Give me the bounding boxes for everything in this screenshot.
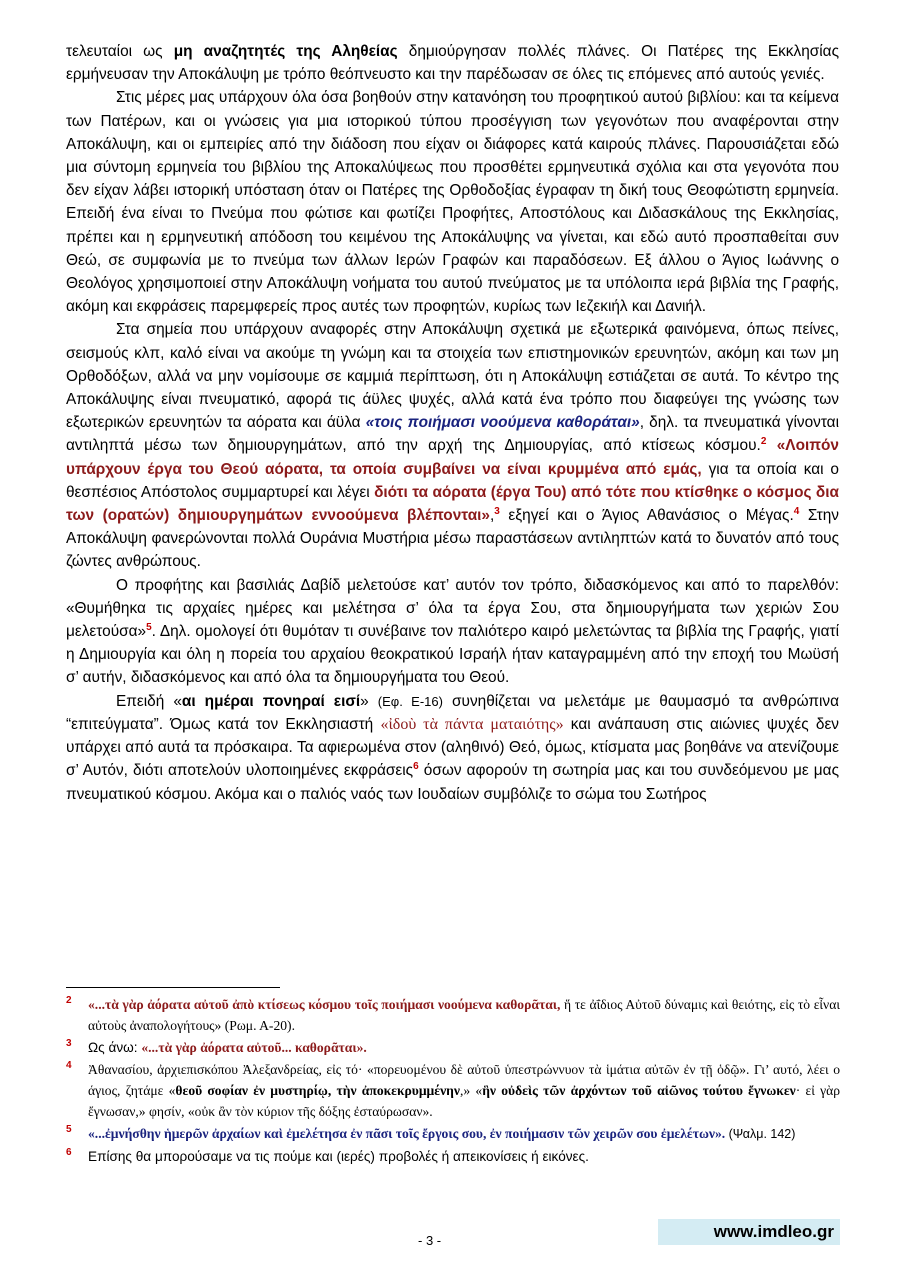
text: όσων αφορούν τη σωτηρία μας και του συνδεόμενου με μας πνευματικού κόσμου. Ακόμα και ο παλιός ναός των Ιουδαίων συμβόλιζε το σώμα του Σωτήρος (66, 762, 839, 803)
text: και ανάπαυση στις αιώνιες ψυχές δεν υπάρχει από αυτά τα πρόσκαιρα. Τα αφιερωμένα στον (αληθινό) Θεό, όμως, κτίσματα μας βοηθάνε να ατενίζουμε σ’ Αυτόν, διότι αποτελούν υλοποιημένες εκφράσεις (66, 715, 840, 780)
footnote-ref[interactable]: 2 (760, 436, 767, 448)
footnote-3 (62, 1037, 840, 1058)
footnote-ref[interactable]: 4 (793, 505, 800, 517)
paragraph-4 (66, 574, 839, 690)
text: συνηθίζεται να μελετάμε με θαυμασμό τα ανθρώπινα “επιτεύγματα”. Όμως κατά τον Εκκλησιαστή (66, 692, 839, 733)
quote-red: «...τὰ γὰρ ἀόρατα αὐτοῦ ἀπὸ κτίσεως κόσμου τοῖς ποιήμασι νοούμενα καθορᾶται, (88, 997, 561, 1012)
footnote-number: 6 (66, 1147, 72, 1158)
quote-blue: «τοις ποιήμασι νοούμενα καθοράται» (365, 414, 640, 432)
footnote-5 (62, 1123, 840, 1145)
footnote-ref[interactable]: 3 (494, 505, 500, 517)
bold-text: μη αναζητητές της Αληθείας (173, 43, 398, 60)
footnote-4 (62, 1059, 840, 1122)
quote-red: διότι τα αόρατα (έργα Του) από τότε που κτίσθηκε ο κόσμος δια των (ορατών) δημιουργημάτων εννοούμενα βλέπονται» (66, 483, 840, 525)
website-link[interactable]: www.imdleo.gr (658, 1219, 840, 1245)
text: · εἰ γὰρ ἔγνωσαν,» φησίν, «οὐκ ἂν τὸν κύριον τῆς δόξης ἐσταύρωσαν». (88, 1083, 841, 1119)
paragraph-3 (66, 318, 839, 573)
paragraph-1 (66, 40, 839, 86)
text: Ως άνω: (88, 1040, 142, 1055)
footnote-number: 2 (66, 995, 72, 1006)
text: ἥ τε ἀΐδιος Αὐτοῦ δύναμις καὶ θειότης, εἰς τὸ εἶναι αὐτοὺς ἀναπολογήτους» (Ρωμ. Α-20). (88, 997, 840, 1033)
text: δημιούργησαν πολλές πλάνες. Οι Πατέρες της Εκκλησίας ερμήνευσαν την Αποκάλυψη με τρόπο θεόπνευστο και την παρέδωσαν σε όλες τις επόμενες από αυτούς γενιές. (66, 43, 839, 84)
paragraph-5 (66, 690, 839, 806)
quote-red-serif: «ἰδοὺ τὰ πάντα ματαιότης» (380, 715, 564, 733)
scripture-ref: (Ψαλμ. 142) (725, 1127, 796, 1141)
text: . Δηλ. ομολογεί ότι θυμόταν τι συνέβαινε τον παλιότερο καιρό μελετώντας τα βιβλία της Γραφής, γιατί η Δημιουργία και όλη η πορεία του αρχαίου θεοκρατικού Ισραήλ ήταν καταγραμμένη από την εποχή του Μωϋσή σ’ αυτήν, διδασκόμενος και από όλα τα δημιουργήματα του Θεού. (66, 623, 839, 687)
footnotes (62, 994, 840, 1168)
page-number: - 3 - (418, 1233, 442, 1248)
quote-red: «...τὰ γὰρ ἀόρατα αὐτοῦ... καθορᾶται». (141, 1040, 367, 1055)
text: για τα οποία και ο θεσπέσιος Απόστολος συμμαρτυρεί και λέγει (66, 460, 839, 501)
quote-blue: «...ἐμνήσθην ἡμερῶν ἀρχαίων καὶ ἐμελέτησα ἐν πᾶσι τοῖς ἔργοις σου, ἐν ποιήμασιν τῶν χειρῶν σου ἐμελέτων». (88, 1126, 726, 1141)
scripture-ref: (Εφ. Ε-16) (377, 693, 443, 709)
footnote-ref[interactable]: 5 (146, 621, 152, 633)
bold-text: ἣν οὐδεὶς τῶν ἀρχόντων τοῦ αἰῶνος τούτου ἔγνωκεν (482, 1083, 796, 1098)
footnote-number: 3 (66, 1038, 72, 1049)
footnote-number: 4 (66, 1060, 72, 1071)
text: Ἀθανασίου, ἀρχιεπισκόπου Ἀλεξανδρείας, εἰς τό· «πορευομένου δὲ αὐτοῦ ὑπεστρώννυον τὰ ἱμάτια αὐτῶν ἐν τῇ ὁδῷ». Γι’ αυτό, λέει ο άγιος, ζητάμε « (88, 1062, 840, 1098)
text: εξηγεί και ο Άγιος Αθανάσιος ο Μέγας. (499, 507, 794, 525)
text: Στην Αποκάλυψη φανερώνονται πολλά Ουράνια Μυστήρια μέσω παραστάσεων αντιληπτών κατά το δυνατόν από τους ζώντες ανθρώπους. (66, 507, 839, 571)
quote-red: «Λοιπόν υπάρχουν έργα του Θεού αόρατα, τα οποία συμβαίνει να είναι κρυμμένα από εμάς, (66, 437, 839, 478)
bold-text: αι ημέραι πονηραί εισί (181, 692, 361, 710)
text: » (360, 692, 378, 710)
text: , δηλ. τα πνευματικά γίνονται αντιληπτά μέσω των δημιουργημάτων, από την αρχή της Δημιουργίας, από κτίσεως κόσμου. (66, 414, 840, 455)
footnote-2 (62, 994, 840, 1036)
text: Στα σημεία που υπάρχουν αναφορές στην Αποκάλυψη σχετικά με εξωτερικά φαινόμενα, όπως πείνες, σεισμούς κλπ, καλό είναι να ακούμε τη γνώμη και τα στοιχεία των επιστημονικών ερευνητών, ακόμη και των μη Ορθοδόξων, αλλά να μην νομίσουμε σε καμμιά περίπτωση, ότι η Αποκάλυψη εστιάζεται σε αυτά. Το κέντρο της Αποκάλυψης είναι πνευματικό, αφορά τις άϋλες ψυχές, αλλά κατά ένα τρόπο που διαφεύγει της γνώσης των εξωτερικών ερευνητών τα αόρατα και άϋλα (66, 321, 839, 432)
text: Επίσης θα μπορούσαμε να τις πούμε και (ιερές) προβολές ή απεικονίσεις ή εικόνες. (88, 1149, 589, 1164)
text: ,» « (459, 1083, 483, 1098)
footnote-ref[interactable]: 6 (413, 761, 419, 773)
main-text (66, 40, 839, 806)
paragraph-2: Στις μέρες μας υπάρχουν όλα όσα βοηθούν στην κατανόηση του προφητικού αυτού βιβλίου: και τα κείμενα των Πατέρων, και οι γνώσεις για μια ιστορικού τύπου προσέγγιση των γεγονότων που αναφέρονται στην Αποκάλυψη, και οι εμπειρίες από την διάδοση που είχαν οι διάφορες κατά καιρούς πλάνες. Παρουσιάζεται εδώ μια σύντομη ερμηνεία του βιβλίου της Αποκαλύψεως που προσθέτει ερμηνευτικά σχόλια και στα γεγονότα που δεν είχαν λάβει ιστορική υπόσταση όταν οι Πατέρες της Ορθοδοξίας έγραφαν τη δική τους Θεοφώτιστη ερμηνεία. Επειδή ένα είναι το Πνεύμα που φώτισε και φωτίζει Προφήτες, Αποστόλους και Διδασκάλους της Εκκλησίας, πρέπει και η ερμηνευτική απόδοση του κειμένου της Αποκάλυψης να γίνεται, και εδώ αυτό προσπαθείται συν Θεώ, σε συμφωνία με το πνεύμα των άλλων Ιερών Γραφών και παραδόσεων. Εξ άλλου ο Άγιος Ιωάννης ο Θεολόγος χρησιμοποιεί στην Αποκάλυψη νοήματα του αυτού πνεύματος με τα υπόλοιπα ιερά βιβλία της Γραφής, ακόμη και εκφράσεις παρεμφερείς προς αυτές των προφητών, κυρίως των Ιεζεκιήλ και Δανιήλ. (66, 89, 839, 316)
footnote-6 (62, 1146, 840, 1167)
text: , (490, 507, 495, 525)
footnote-separator (66, 987, 280, 988)
footnote-number: 5 (66, 1124, 72, 1135)
text: Ο προφήτης και βασιλιάς Δαβίδ μελετούσε κατ’ αυτόν τον τρόπο, διδασκόμενος και από το παρελθόν: «Θυμήθηκα τις αρχαίες ημέρες και μελέτησα σ’ όλα τα έργα Σου, στα δημιουργήματα των χεριών Σου μελετούσα» (66, 576, 839, 641)
text: τελευταίοι ως (66, 43, 174, 60)
bold-text: θεοῦ σοφίαν ἐν μυστηρίῳ, τὴν ἀποκεκρυμμένην (175, 1083, 460, 1098)
text: Επειδή « (116, 692, 182, 710)
